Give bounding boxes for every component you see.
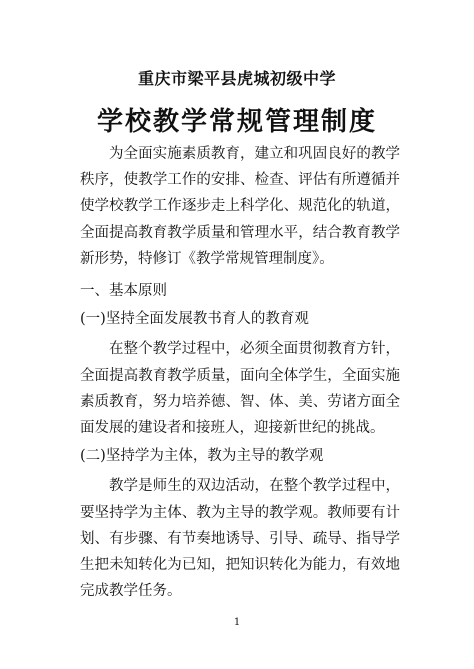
- subsection-heading-1: (一)坚持全面发展教书育人的教育观: [80, 311, 309, 328]
- intro-paragraph: 为全面实施素质教育，建立和巩固良好的教学秩序，使教学工作的安排、检查、评估有所遵循并使学校教学工作逐步走上科学化、规范化的轨道，全面提高教育教学质量和管理水平，结合教育教学新形势，特修订《教学常规管理制度》。: [80, 146, 400, 267]
- subsection-paragraph-1: 在整个教学过程中，必须全面贯彻教育方针，全面提高教育教学质量，面向全体学生，全面实施素质教育，努力培养德、智、体、美、劳诸方面全面发展的建设者和接班人，迎接新世纪的挑战。: [80, 341, 400, 437]
- section-heading-basic-principles: 一、基本原则: [80, 283, 167, 300]
- page-number: 1: [233, 617, 241, 628]
- document-title: 学校教学常规管理制度: [96, 107, 377, 137]
- subsection-paragraph-2: 教学是师生的双边活动，在整个教学过程中，要坚持学为主体、教为主导的教学观。教师要有计划、有步骤、有节奏地诱导、引导、疏导、指导学生把未知转化为已知，把知识转化为能力，有效地完成教学任务。: [80, 478, 400, 600]
- document-body: [80, 141, 400, 604]
- subsection-heading-2: (二)坚持学为主体，教为主导的教学观: [80, 448, 324, 465]
- school-name: 重庆市梁平县虎城初级中学: [137, 69, 336, 88]
